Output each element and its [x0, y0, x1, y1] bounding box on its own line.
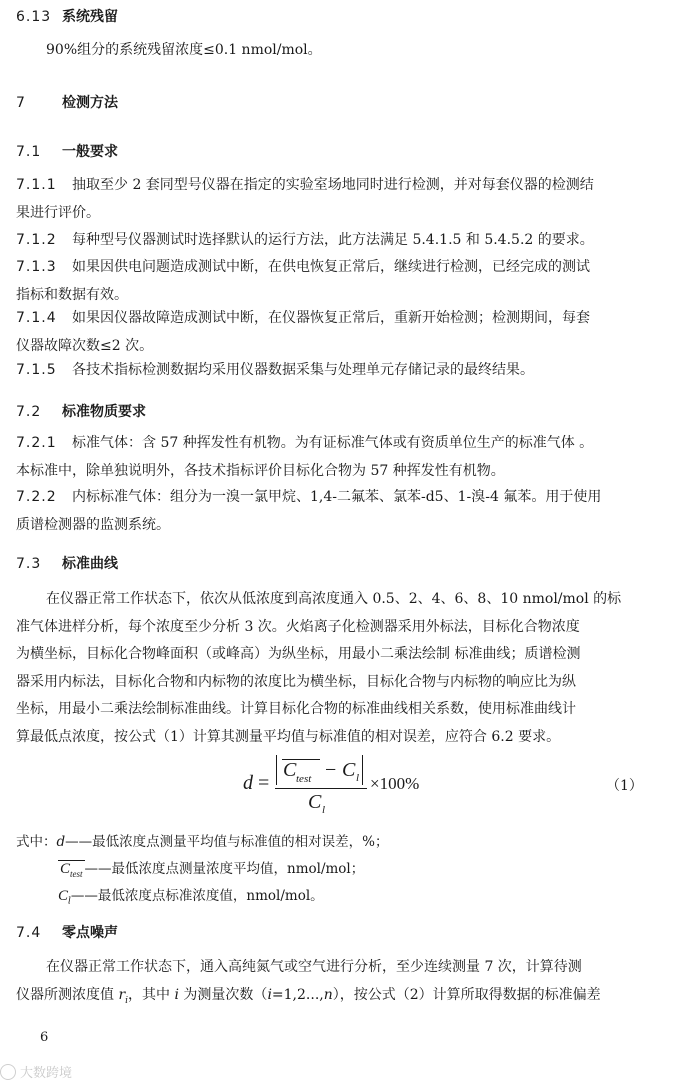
heading-7-3: 7.3 标准曲线: [16, 556, 118, 572]
page-number: 6: [40, 1030, 49, 1045]
formula-denominator-c: C: [308, 791, 322, 813]
watermark: 大数跨境: [0, 1062, 72, 1081]
clause-7-2-2: 7.2.2 内标标准气体：组分为一溴一氯甲烷、1,4-二氟苯、氯苯-d5、1-溴-4 氟苯。用于使用 质谱检测器的监测系统。: [16, 489, 602, 533]
formula-cl-sub: l: [356, 772, 360, 784]
formula-fraction-bar: [275, 788, 367, 789]
heading-7-1: 7.1 一般要求: [16, 144, 118, 160]
formula-ctest: C: [283, 759, 297, 781]
paragraph-6-13: 90%组分的系统残留浓度≤0.1 nmol/mol。: [46, 42, 322, 58]
heading-7: 7 检测方法: [16, 95, 118, 111]
clause-7-1-2: 7.1.2 每种型号仪器测试时选择默认的运行方法，此方法满足 5.4.1.5 和 5.4.5.2 的要求。: [16, 232, 594, 248]
formula-lhs: d: [243, 772, 253, 794]
formula-cl: C: [342, 759, 356, 781]
formula-denominator-sub: l: [322, 804, 326, 816]
formula-equals: =: [258, 772, 270, 794]
where-ctest: $C_{test}$ ——最低浓度点测量浓度平均值，nmol/mol；: [60, 861, 365, 879]
clause-7-1-3: 7.1.3 如果因供电问题造成测试中断，在供电恢复正常后，继续进行检测，已经完成的测试 指标和数据有效。: [16, 259, 590, 303]
heading-7-2: 7.2 标准物质要求: [16, 404, 146, 420]
formula-abs-right: [362, 755, 363, 785]
heading-7-4: 7.4 零点噪声: [16, 925, 118, 941]
clause-7-1-5: 7.1.5 各技术指标检测数据均采用仪器数据采集与处理单元存储记录的最终结果。: [16, 362, 534, 378]
formula-1: [238, 752, 438, 822]
formula-ctest-sub: test: [296, 773, 312, 785]
equation-number: （1）: [606, 778, 643, 794]
clause-7-1-4: 7.1.4 如果因仪器故障造成测试中断，在仪器恢复正常后，重新开始检测；检测期间，每套 仪器故障次数≤2 次。: [16, 310, 590, 354]
where-d: 式中：d——最低浓度点测量平均值与标准值的相对误差，%；: [16, 834, 389, 850]
clause-7-1-1: 7.1.1 抽取至少 2 套同型号仪器在指定的实验室场地同时进行检测，并对每套仪器的检测结 果进行评价。: [16, 177, 594, 221]
watermark-logo-icon: [0, 1064, 16, 1080]
formula-times: ×100%: [370, 774, 420, 793]
clause-7-2-1: 7.2.1 标准气体：含 57 种挥发性有机物。为有证标准气体或有资质单位生产的标准气体 。 本标准中，除单独说明外，各技术指标评价目标化合物为 57 种挥发性有机物。: [16, 435, 594, 479]
formula-abs-left: [276, 755, 277, 785]
where-cl: $C_l——$最低浓度点标准浓度值，nmol/mol。: [58, 888, 324, 907]
paragraph-7-3: 在仪器正常工作状态下，依次从低浓度到高浓度通入 0.5、2、4、6、8、10 nmol/mol 的标 准气体进样分析，每个浓度至少分析 3 次。火焰离子化检测器采用外标法，目标化合物浓度 为横坐标，目标化合物峰面积（或峰高）为纵坐标，用最小二乘法绘制 标准曲线；质谱检测 器采用内标法，目标化合物和内标物的浓度比为横坐标，目标化合物与内标物的响应比为纵 坐标，用最小二乘法绘制标准曲线。计算目标化合物的标准曲线相关系数，使用标准曲线计 算最低点浓度，按公式（1）计算其测量平均值与标准值的相对误差，应符合 6.2 要求。: [16, 591, 622, 745]
paragraph-7-4: 在仪器正常工作状态下，通入高纯氮气或空气进行分析，至少连续测量 7 次，计算待测 仪器所测浓度值 $r_i$，其中 i 为测量次数（i=1,2...,n），按公式（2）计算所取得数据的标准偏差: [16, 959, 601, 1006]
heading-6-13: 6.13 系统残留: [16, 9, 118, 25]
formula-minus: −: [325, 759, 337, 781]
